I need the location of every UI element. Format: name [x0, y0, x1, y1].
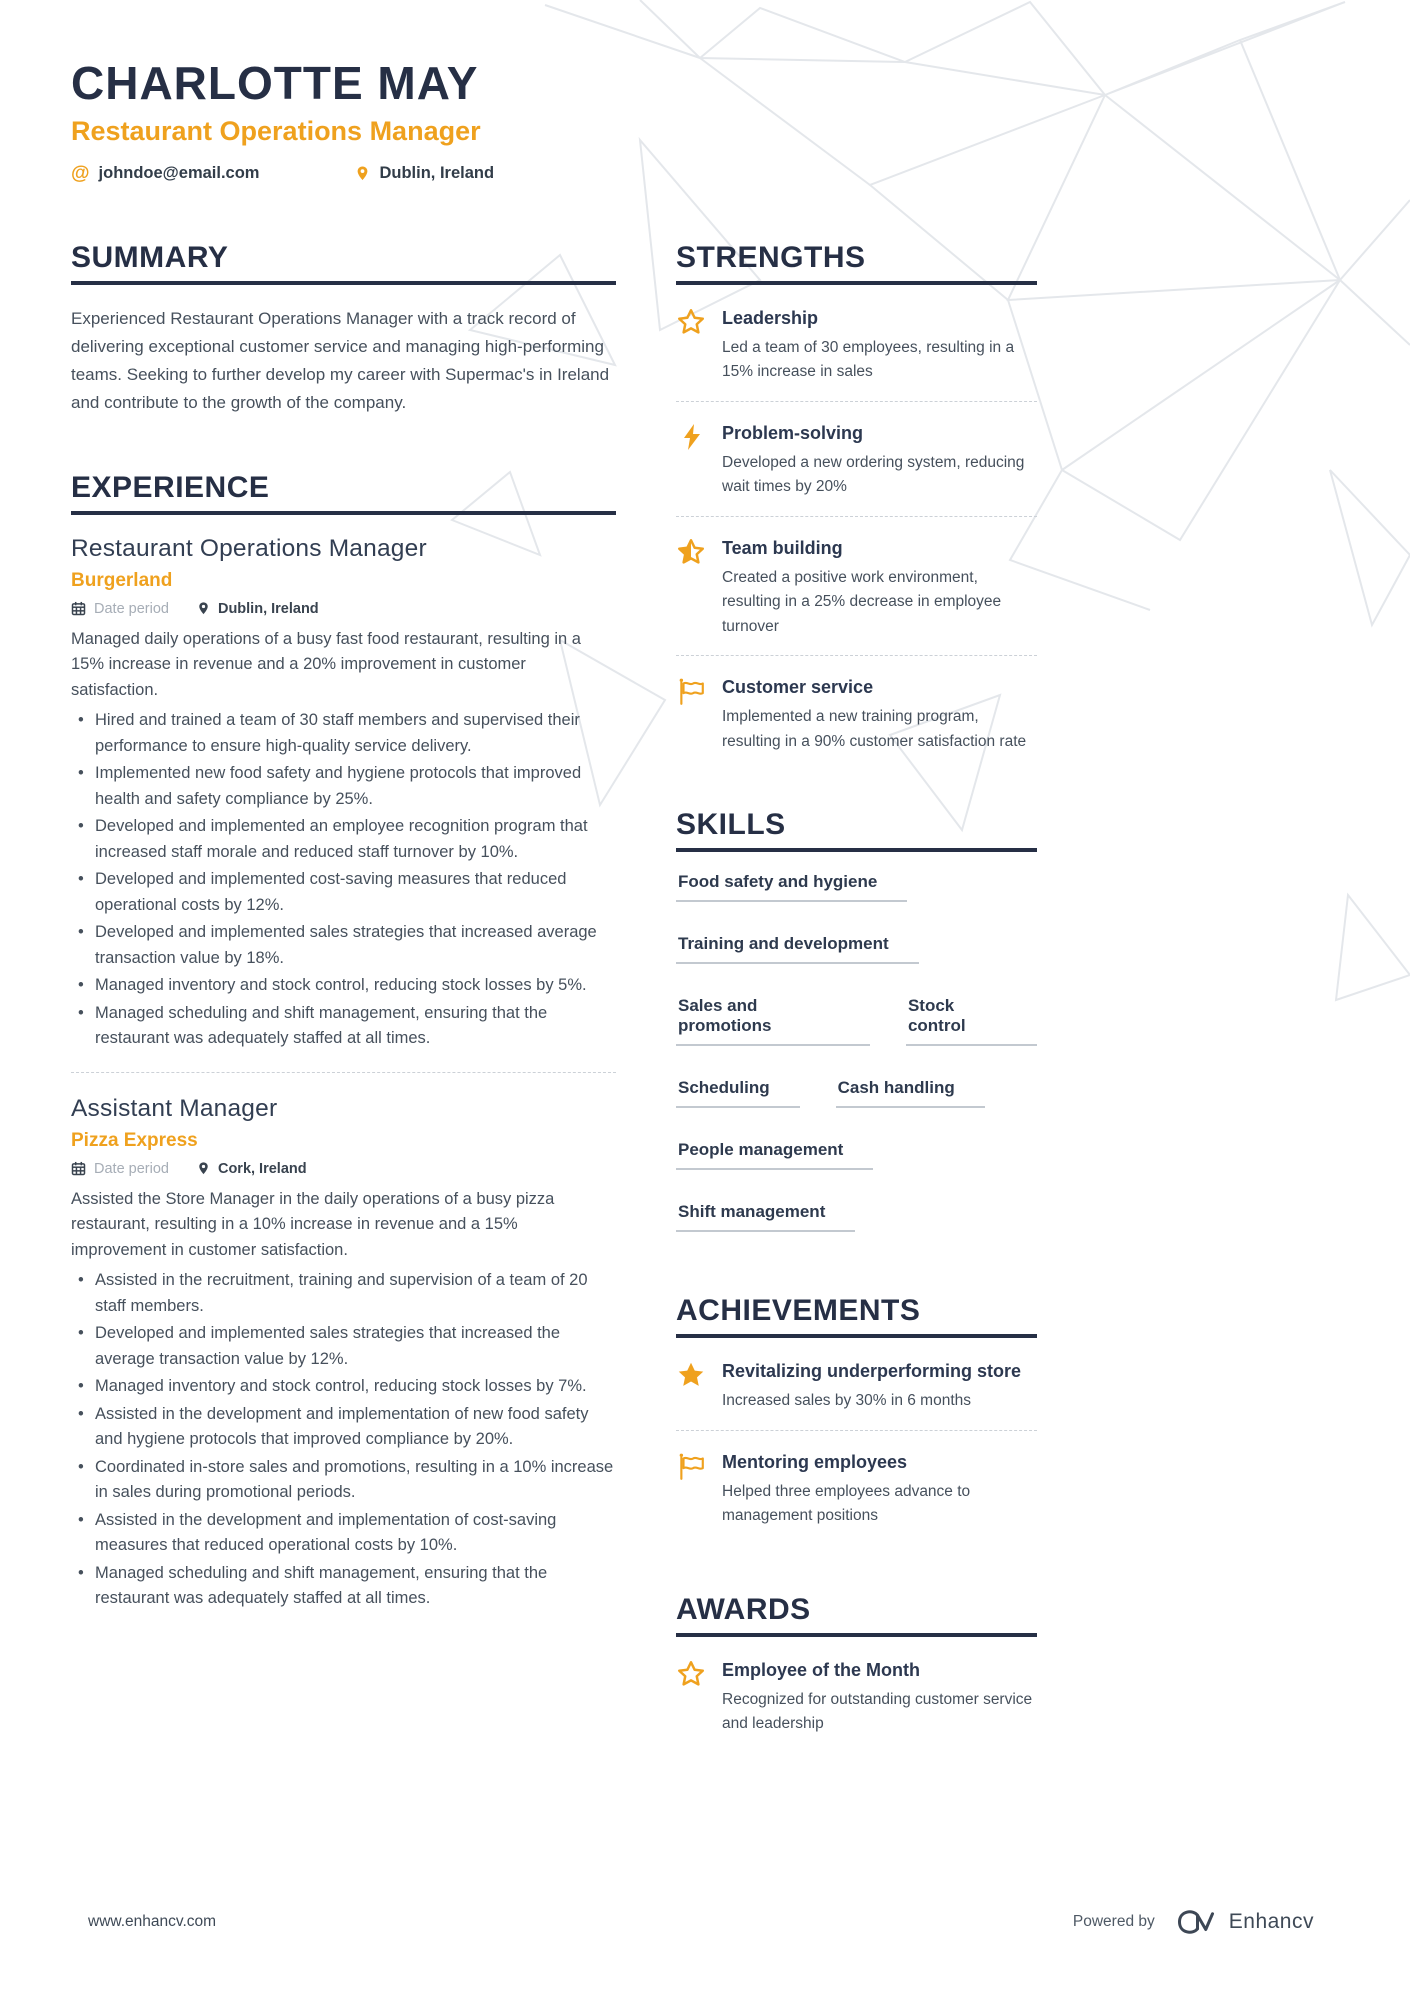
- job-bullet: • Developed and implemented an employee recognition program that increased staff morale and reduced staff turnover by 10%.: [71, 814, 616, 865]
- flag-icon: [676, 1451, 706, 1481]
- skill-row: [676, 996, 1037, 1046]
- job-bullet: • Developed and implemented cost-saving measures that reduced operational costs by 12%.: [71, 867, 616, 918]
- location-value: Dublin, Ireland: [379, 164, 495, 183]
- skill-item: Cash handling: [836, 1078, 985, 1108]
- enhancv-brand: [1173, 1907, 1314, 1937]
- achievements-section: [676, 1294, 1037, 1529]
- strength-divider: [676, 655, 1037, 656]
- award-title: Employee of the Month: [722, 1659, 920, 1680]
- strength-text: Created a positive work environment, resulting in a 25% decrease in employee turnover: [722, 568, 1002, 635]
- columns: [71, 241, 1037, 1737]
- summary-heading: SUMMARY: [71, 241, 616, 285]
- job-date-group: [71, 601, 169, 617]
- resume-header: [71, 58, 1037, 185]
- skill-item: People management: [676, 1140, 873, 1170]
- strength-item: [676, 305, 1037, 385]
- skill-row: [676, 1140, 1037, 1170]
- job-entry: [71, 535, 616, 1052]
- job-bullet: • Developed and implemented sales strategies that increased average transaction value by 18%.: [71, 920, 616, 971]
- job-intro: Assisted the Store Manager in the daily operations of a busy pizza restaurant, resulting in a 10% increase in revenue and a 15% improvement in customer satisfaction.: [71, 1189, 555, 1259]
- powered-by-label: Powered by: [1072, 1913, 1155, 1930]
- achievement-title: Mentoring employees: [722, 1451, 908, 1472]
- left-column: [71, 241, 616, 1737]
- calendar-icon: [71, 1161, 86, 1176]
- strength-title: Customer service: [722, 677, 874, 698]
- strength-title: Problem-solving: [722, 422, 864, 443]
- job-bullet: • Managed inventory and stock control, reducing stock losses by 7%.: [71, 1374, 616, 1400]
- job-bullet-list: [71, 708, 616, 1052]
- strengths-section: [676, 241, 1037, 755]
- achievement-text: Increased sales by 30% in 6 months: [722, 1392, 971, 1410]
- skill-row: [676, 1078, 1037, 1108]
- job-bullet: • Coordinated in-store sales and promotions, resulting in a 10% increase in sales during promotional periods.: [71, 1455, 616, 1506]
- enhancv-logo-icon: [1173, 1907, 1219, 1937]
- job-bullet: • Assisted in the recruitment, training and supervision of a team of 20 staff members.: [71, 1268, 616, 1319]
- skill-item: Stock control: [906, 996, 1037, 1046]
- powered-by-block[interactable]: [1073, 1907, 1314, 1937]
- flag-icon: [676, 676, 706, 706]
- achievement-item: [676, 1358, 1037, 1414]
- job-company: Pizza Express: [71, 1129, 198, 1151]
- strength-text: Implemented a new training program, resulting in a 90% customer satisfaction rate: [722, 708, 1027, 750]
- skill-row: [676, 934, 1037, 964]
- skill-item: Food safety and hygiene: [676, 872, 907, 902]
- strength-text: Developed a new ordering system, reducing wait times by 20%: [722, 453, 1025, 496]
- skill-row: [676, 872, 1037, 902]
- skill-item: Training and development: [676, 934, 919, 964]
- pin-icon: [355, 165, 370, 182]
- email-entry[interactable]: [71, 163, 259, 185]
- strength-item: [676, 535, 1037, 640]
- job-date: Date period: [94, 1160, 169, 1177]
- job-meta: [71, 1161, 616, 1177]
- job-bullet: • Developed and implemented sales strategies that increased the average transaction value by 12%.: [71, 1321, 616, 1372]
- star-outline-icon: [676, 1659, 706, 1689]
- job-location-group: [197, 1161, 307, 1177]
- job-bullet: • Assisted in the development and implementation of cost-saving measures that reduced operational costs by 10%.: [71, 1508, 616, 1559]
- at-icon: @: [71, 162, 90, 184]
- star-half-icon: [676, 537, 706, 567]
- job-divider: [71, 1072, 616, 1073]
- job-location-group: [197, 601, 319, 617]
- strength-divider: [676, 401, 1037, 402]
- job-bullet: • Assisted in the development and implementation of new food safety and hygiene protocols that improved compliance by 20%.: [71, 1402, 616, 1453]
- achievement-item: [676, 1449, 1037, 1529]
- strength-divider: [676, 516, 1037, 517]
- experience-heading: EXPERIENCE: [71, 471, 616, 515]
- award-item: [676, 1657, 1037, 1737]
- strength-title: Leadership: [722, 307, 819, 328]
- strength-title: Team building: [722, 537, 843, 558]
- strengths-heading: STRENGTHS: [676, 241, 1037, 285]
- site-link[interactable]: www.enhancv.com: [88, 1913, 217, 1930]
- skill-item: Scheduling: [676, 1078, 800, 1108]
- skill-item: Sales and promotions: [676, 996, 870, 1046]
- star-outline-icon: [676, 307, 706, 337]
- strength-item: [676, 420, 1037, 500]
- pin-icon: [197, 601, 210, 616]
- job-bullet-list: [71, 1268, 616, 1612]
- job-location: Dublin, Ireland: [217, 600, 319, 617]
- location-entry: [355, 164, 494, 183]
- strength-text: Led a team of 30 employees, resulting in a 15% increase in sales: [722, 338, 1015, 381]
- job-bullet: • Managed scheduling and shift management, ensuring that the restaurant was adequately staffed at all times.: [71, 1561, 616, 1612]
- experience-section: [71, 471, 616, 1612]
- job-bullet: • Implemented new food safety and hygiene protocols that improved health and safety compliance by 25%.: [71, 761, 616, 812]
- skills-section: [676, 808, 1037, 1232]
- achievement-text: Helped three employees advance to management positions: [722, 1482, 971, 1525]
- achievements-heading: ACHIEVEMENTS: [676, 1294, 1037, 1338]
- job-company: Burgerland: [71, 569, 173, 591]
- skills-heading: SKILLS: [676, 808, 1037, 852]
- achievement-divider: [676, 1430, 1037, 1431]
- job-location: Cork, Ireland: [217, 1160, 307, 1177]
- lightning-bolt-icon: [680, 422, 704, 452]
- job-title: Restaurant Operations Manager: [71, 534, 427, 562]
- job-meta: [71, 601, 616, 617]
- enhancv-brand-name: Enhancv: [1228, 1910, 1314, 1933]
- job-title: Assistant Manager: [71, 1094, 278, 1122]
- skill-row: [676, 1202, 1037, 1232]
- job-bullet: • Managed scheduling and shift management, ensuring that the restaurant was adequately staffed at all times.: [71, 1001, 616, 1052]
- award-text: Recognized for outstanding customer service and leadership: [722, 1690, 1033, 1733]
- job-bullet: • Managed inventory and stock control, reducing stock losses by 5%.: [71, 973, 616, 999]
- job-date-group: [71, 1161, 169, 1177]
- job-date: Date period: [94, 600, 169, 617]
- right-column: [676, 241, 1037, 1737]
- calendar-icon: [71, 601, 86, 616]
- summary-text: Experienced Restaurant Operations Manager with a track record of delivering exceptional customer service and managing high-performing teams. Seeking to further develop my career with Supermac's in Ireland and contribute to the growth of the company.: [71, 308, 610, 412]
- contact-row: [71, 163, 1037, 185]
- pin-icon: [197, 1161, 210, 1176]
- achievement-title: Revitalizing underperforming store: [722, 1361, 1022, 1382]
- job-intro: Managed daily operations of a busy fast food restaurant, resulting in a 15% increase in revenue and a 20% improvement in customer satisfaction.: [71, 629, 581, 699]
- job-entry: [71, 1095, 616, 1612]
- email-value: johndoe@email.com: [98, 164, 260, 183]
- page-footer: [88, 1907, 1314, 1937]
- star-filled-icon: [676, 1360, 706, 1390]
- person-name: CHARLOTTE MAY: [71, 57, 479, 109]
- person-job-title: Restaurant Operations Manager: [71, 115, 481, 146]
- awards-heading: AWARDS: [676, 1593, 1037, 1637]
- awards-section: [676, 1593, 1037, 1737]
- summary-section: [71, 241, 616, 417]
- strength-item: [676, 674, 1037, 754]
- skill-item: Shift management: [676, 1202, 855, 1232]
- job-bullet: • Hired and trained a team of 30 staff members and supervised their performance to ensure high-quality service delivery.: [71, 708, 616, 759]
